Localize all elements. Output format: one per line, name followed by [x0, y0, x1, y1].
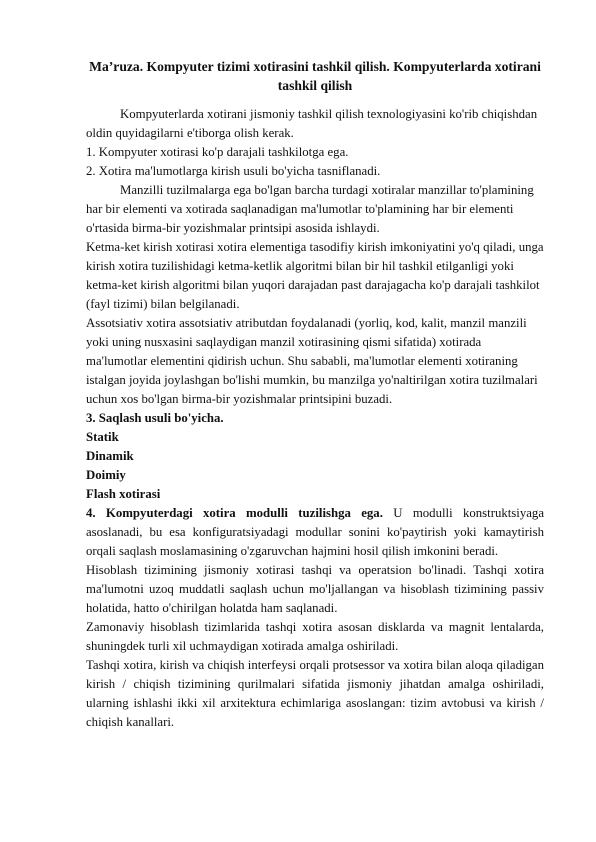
paragraph-external-memory: Tashqi xotira, kirish va chiqish interfeysi orqali protsessor va xotira bilan aloqa qiladigan kirish / chiqish tizimining qurilmalari sifatida jismoniy jihatdan amalga oshiriladi, ularning ishlashi ikki xil arxitektura echimlariga asoslangan: tizim avtobusi va kirish / chiqish kanallari.	[86, 658, 544, 729]
paragraph-modern-systems: Zamonaviy hisoblash tizimlarida tashqi xotira asosan disklarda va magnit lentalarda, shuningdek turli xil uchmaydigan xotirada amalga oshiriladi.	[86, 620, 544, 653]
list-item-2: 2. Xotira ma'lumotlarga kirish usuli bo'yicha tasniflanadi.	[86, 164, 381, 178]
storage-type-static: Statik	[86, 430, 119, 444]
storage-type-flash: Flash xotirasi	[86, 487, 161, 501]
storage-type-permanent: Doimiy	[86, 468, 126, 482]
storage-type-dynamic: Dinamik	[86, 449, 134, 463]
list-item-1: 1. Kompyuter xotirasi ko'p darajali tashkilotga ega.	[86, 145, 349, 159]
heading-modular-structure: 4. Kompyuterdagi xotira modulli tuzilishga ega.	[86, 506, 383, 520]
paragraph-address-memory: Manzilli tuzilmalarga ega bo'lgan barcha turdagi xotiralar manzillar to'plamining har bir elementi va xotirada saqlanadigan ma'lumotlar to'plamining har bir elementi o'rtasida birma-bir yozishmalar printsipi asosida ishlaydi.	[86, 183, 534, 235]
heading-storage-method: 3. Saqlash usuli bo'yicha.	[86, 411, 224, 425]
paragraph-modular-text: U modulli konstruktsiyaga asoslanadi, bu esa konfiguratsiyadagi modullar sonini ko'paytirish yoki kamaytirish orqali saqlash moslamasining o'zgaruvchan hajmini hosil qilish imkonini beradi.	[86, 506, 544, 558]
paragraph-associative-memory: Assotsiativ xotira assotsiativ atributdan foydalanadi (yorliq, kod, kalit, manzil manzili yoki uning nusxasini saqlaydigan manzil xotirasining qismi sifatida) xotirada ma'lumotlar elementini qidirish uchun. Shu sababli, ma'lumotlar elementi xotiraning istalgan joyida joylashgan bo'lishi mumkin, bu manzilga yo'naltirilgan xotira tuzilmalari uchun xos bo'lgan birma-bir yozishmalar printsipini buzadi.	[86, 316, 538, 406]
document-title: Ma’ruza. Kompyuter tizimi xotirasini tashkil qilish. Kompyuterlarda xotirani tashkil qilish	[89, 59, 541, 93]
paragraph-intro: Kompyuterlarda xotirani jismoniy tashkil qilish texnologiyasini ko'rib chiqishdan oldin quyidagilarni e'tiborga olish kerak.	[86, 107, 538, 140]
paragraph-modular-memory	[86, 504, 544, 561]
paragraph-sequential-memory: Ketma-ket kirish xotirasi xotira elementiga tasodifiy kirish imkoniyatini yo'q qiladi, unga kirish xotira tuzilishidagi ketma-ketlik algoritmi bilan bir hil tashkil etilganligi yoki ketma-ket kirish algoritmi bilan yuqori darajadan past darajagacha ko'p darajali tashkilot (fayl tizimi) bilan belgilanadi.	[86, 240, 544, 311]
paragraph-physical-memory: Hisoblash tizimining jismoniy xotirasi tashqi va operatsion bo'linadi. Tashqi xotira ma'lumotni uzoq muddatli saqlash uchun mo'ljallangan va hisoblash tizimining passiv holatida, hatto o'chirilgan holatda ham saqlanadi.	[86, 563, 544, 615]
